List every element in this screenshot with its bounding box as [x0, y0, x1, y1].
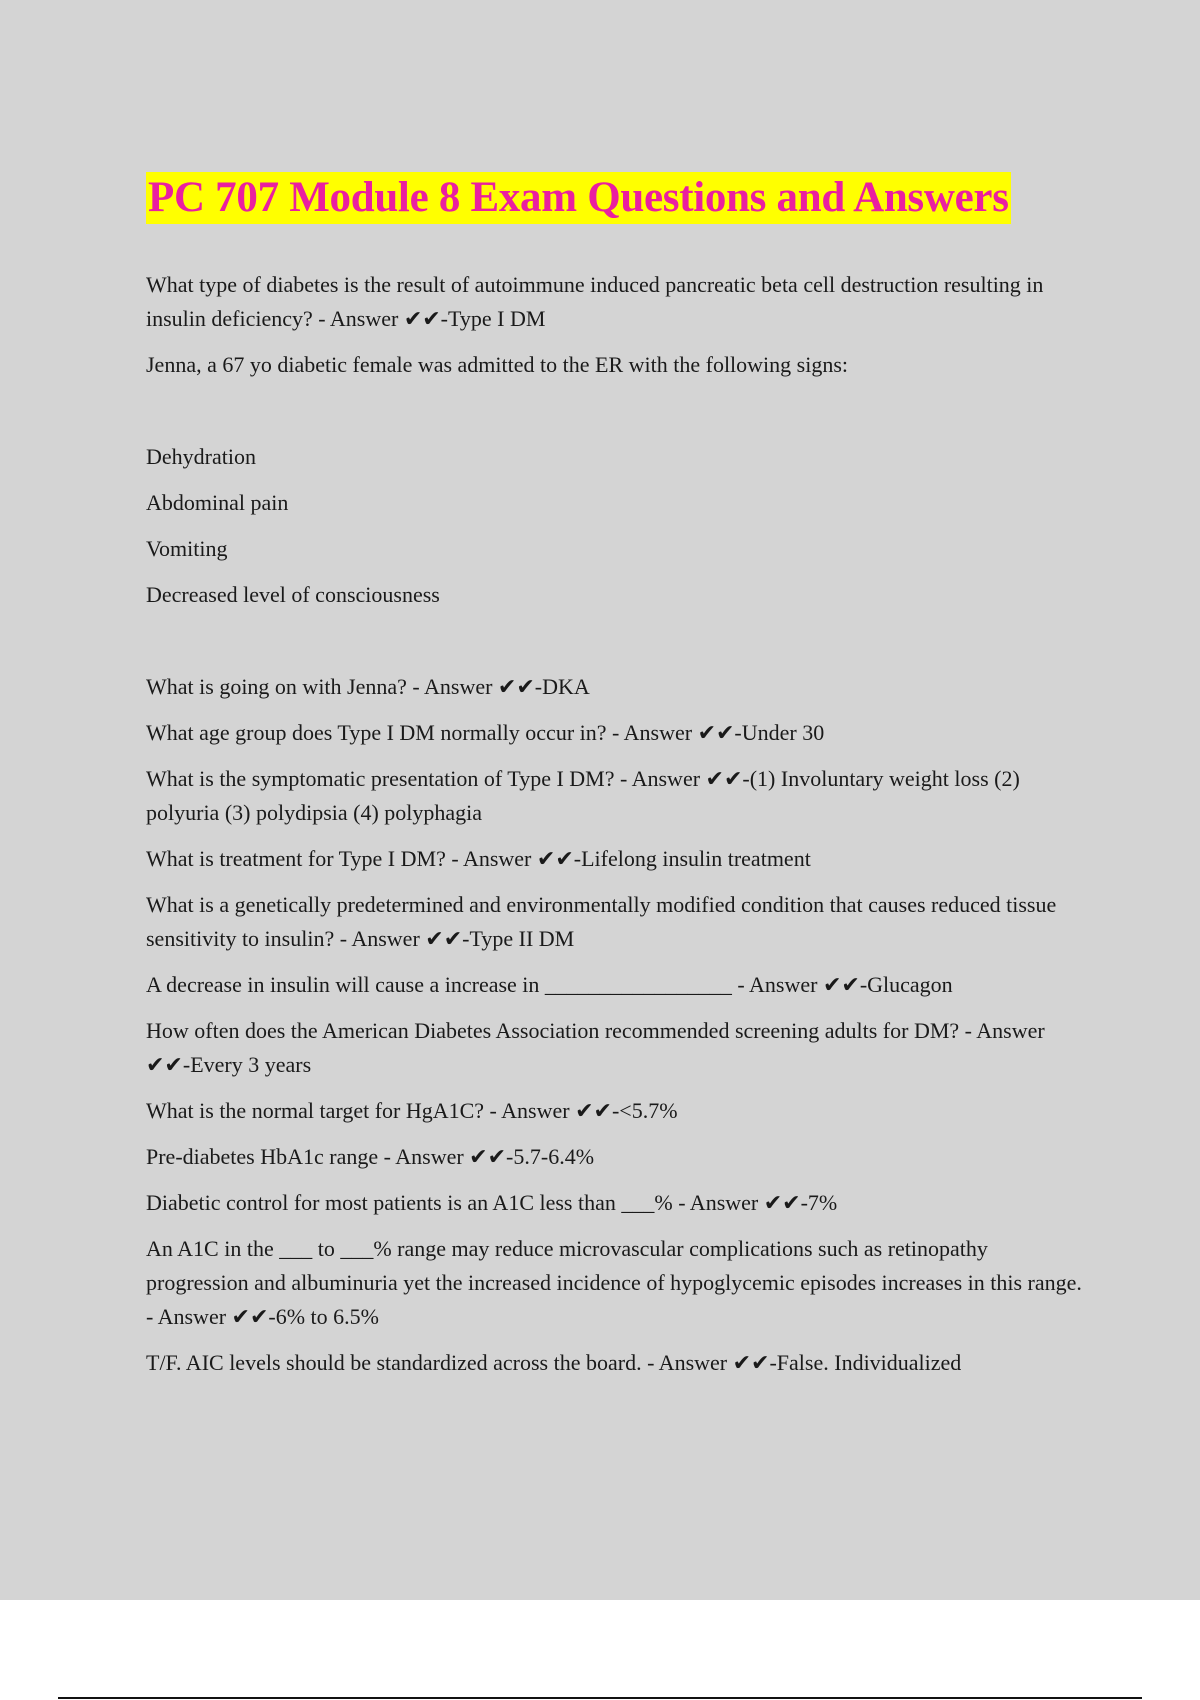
document-body: [146, 268, 1086, 1392]
qa-item: An A1C in the ___ to ___% range may reduce microvascular complications such as retinopathy progression and albuminuria yet the increased incidence of hypoglycemic episodes increases in this range. - Answer ✔✔-6% to 6.5%: [146, 1236, 1082, 1329]
qa-item: What is a genetically predetermined and environmentally modified condition that causes reduced tissue sensitivity to insulin? - Answer ✔✔-Type II DM: [146, 892, 1057, 951]
sign-item: Vomiting: [146, 536, 228, 561]
qa-item: What is treatment for Type I DM? - Answer ✔✔-Lifelong insulin treatment: [146, 846, 811, 871]
sign-item: Abdominal pain: [146, 490, 289, 515]
qa-item: What is going on with Jenna? - Answer ✔✔-DKA: [146, 674, 590, 699]
sign-item: Decreased level of consciousness: [146, 582, 440, 607]
sign-item: Dehydration: [146, 444, 256, 469]
qa-item: What type of diabetes is the result of autoimmune induced pancreatic beta cell destruction resulting in insulin deficiency? - Answer ✔✔-Type I DM: [146, 272, 1044, 331]
qa-item: What age group does Type I DM normally occur in? - Answer ✔✔-Under 30: [146, 720, 825, 745]
qa-item: What is the normal target for HgA1C? - Answer ✔✔-<5.7%: [146, 1098, 678, 1123]
qa-item: Pre-diabetes HbA1c range - Answer ✔✔-5.7-6.4%: [146, 1144, 595, 1169]
qa-item: T/F. AIC levels should be standardized across the board. - Answer ✔✔-False. Individualized: [146, 1350, 962, 1375]
footer-divider: [58, 1697, 1142, 1699]
qa-item: A decrease in insulin will cause a increase in _________________ - Answer ✔✔-Glucagon: [146, 972, 953, 997]
document-title: PC 707 Module 8 Exam Questions and Answers: [146, 172, 1011, 224]
case-intro: Jenna, a 67 yo diabetic female was admitted to the ER with the following signs:: [146, 352, 849, 377]
qa-item: Diabetic control for most patients is an A1C less than ___% - Answer ✔✔-7%: [146, 1190, 838, 1215]
qa-item: What is the symptomatic presentation of Type I DM? - Answer ✔✔-(1) Involuntary weight loss (2) polyuria (3) polydipsia (4) polyphagia: [146, 766, 1020, 825]
qa-item: How often does the American Diabetes Association recommended screening adults for DM? - Answer ✔✔-Every 3 years: [146, 1018, 1045, 1077]
